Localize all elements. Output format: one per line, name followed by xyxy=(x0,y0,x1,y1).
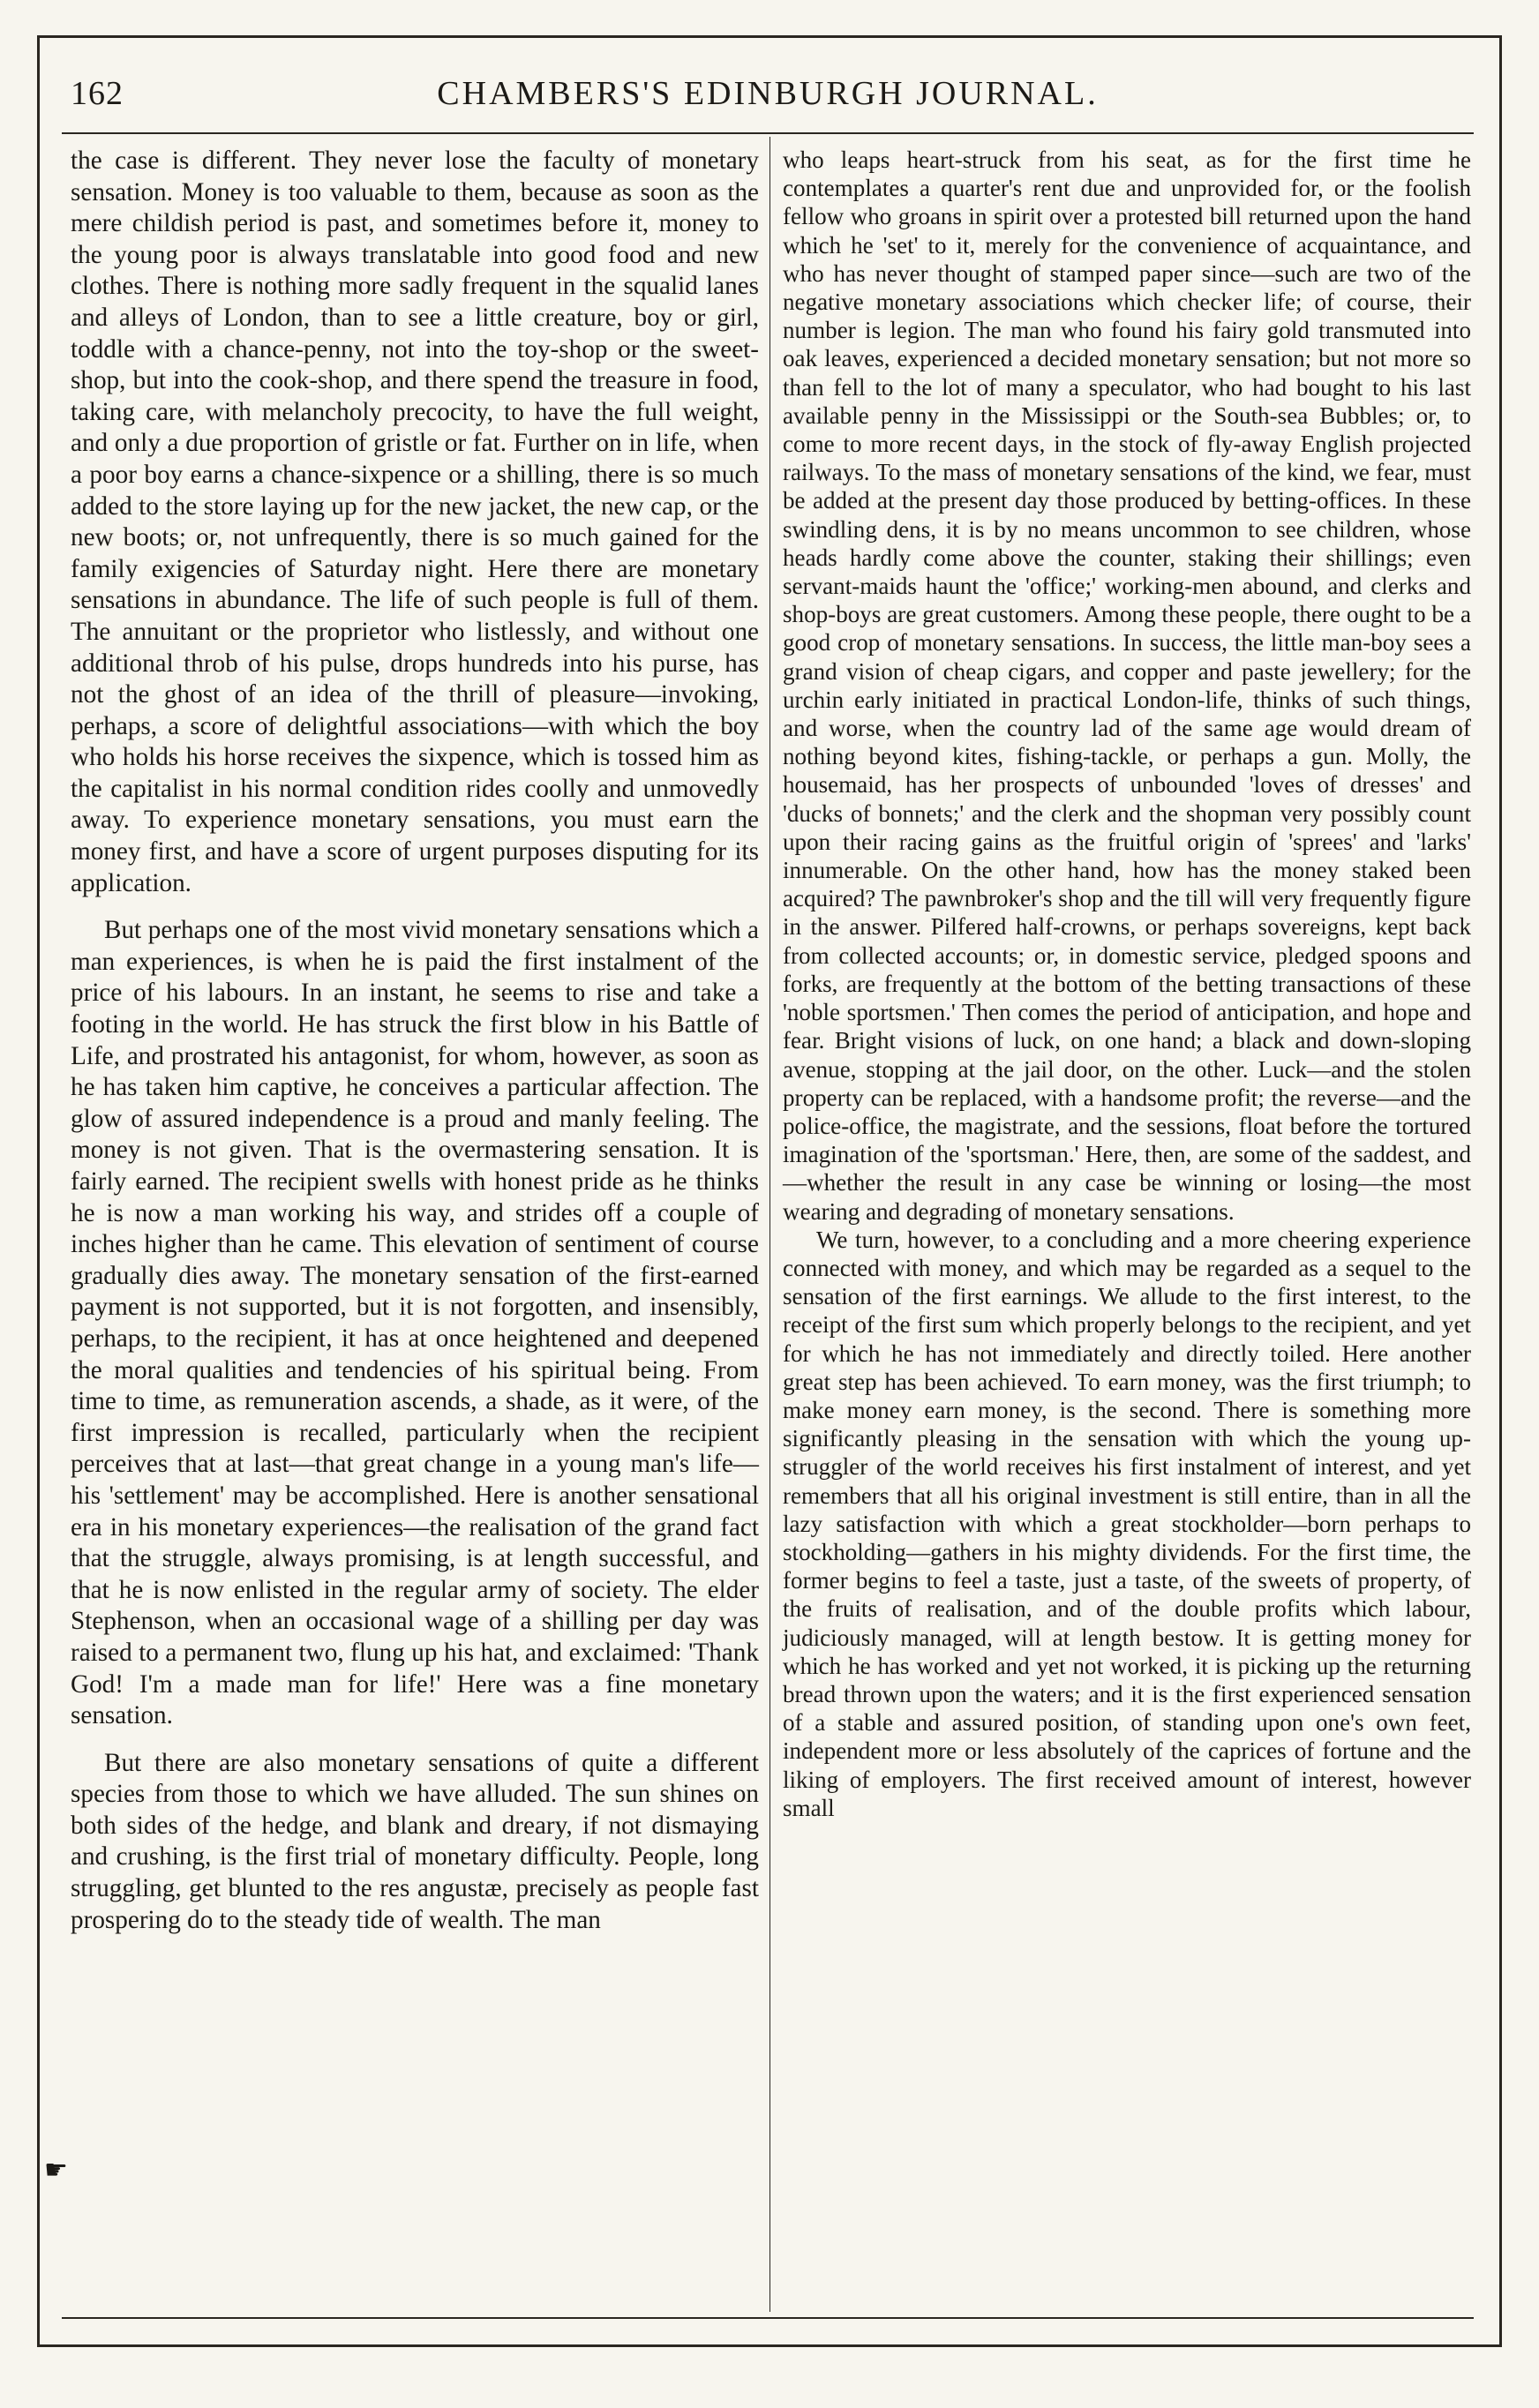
page-header xyxy=(62,62,1474,134)
paragraph: who leaps heart-struck from his seat, as for the first time he contemplates a quarter's rent due and unprovided for, or the foolish fellow who groans in spirit over a protested bill returned upon the hand which he 'set' to it, merely for the convenience of acquaintance, and who has never thought of stamped paper since—such are two of the negative monetary associations which checker life; of course, their number is legion. The man who found his fairy gold transmuted into oak leaves, experienced a decided monetary sensation; but not more so than fell to the lot of many a speculator, who had bought to his last available penny in the Mississippi or the South-sea Bubbles; or, to come to more recent days, in the stock of fly-away English projected railways. To the mass of monetary sensations of the kind, we fear, must be added at the present day those produced by betting-offices. In these swindling dens, it is by no means uncommon to see children, whose heads hardly come above the counter, staking their shillings; even servant-maids haunt the 'office;' working-men abound, and clerks and shop-boys are great customers. Among these people, there ought to be a good crop of monetary sensations. In success, the little man-boy sees a grand vision of cheap cigars, and copper and paste jewellery; for the urchin early initiated in practical London-life, thinks of such things, and worse, when the country lad of the same age would dream of nothing beyond kites, fishing-tackle, or perhaps a gun. Molly, the housemaid, has her prospects of unbounded 'loves of dresses' and 'ducks of bonnets;' and the clerk and the shopman very possibly count upon their racing gains as the fruitful origin of 'sprees' and 'larks' innumerable. On the other hand, how has the money staked been acquired? The pawnbroker's shop and the till will very frequently figure in the answer. Pilfered half-crowns, or perhaps sovereigns, kept back from collected accounts; or, in domestic service, pledged spoons and forks, are frequently at the bottom of the betting transactions of these 'noble sportsmen.' Then comes the period of anticipation, and hope and fear. Bright visions of luck, on one hand; a black and down-sloping avenue, stopping at the jail door, on the other. Luck—and the stolen property can be replaced, with a handsome profit; the reverse—and the police-office, the magistrate, and the sessions, float before the tortured imagination of the 'sportsman.' Here, then, are some of the saddest, and—whether the result in any case be winning or losing—the most wearing and degrading of monetary sensations. xyxy=(783,146,1471,1225)
page-number: 162 xyxy=(71,75,124,112)
journal-title: CHAMBERS'S EDINBURGH JOURNAL. xyxy=(437,75,1099,112)
paragraph: the case is different. They never lose the faculty of monetary sensation. Money is too valuable to them, because as soon as the mere childish period is past, and sometimes before it, money to the young poor is always translatable into good food and new clothes. There is nothing more sadly frequent in the squalid lanes and alleys of London, than to see a little creature, boy or girl, toddle with a chance-penny, not into the toy-shop or the sweet-shop, but into the cook-shop, and there spend the treasure in food, taking care, with melancholy precocity, to have the full weight, and only a due proportion of gristle or fat. Further on in life, when a poor boy earns a chance-sixpence or a shilling, there is so much added to the store laying up for the new jacket, the new cap, or the new boots; or, not unfrequently, there is so much gained for the family exigencies of Saturday night. Here there are monetary sensations in abundance. The life of such people is full of them. The annuitant or the proprietor who listlessly, and without one additional throb of his pulse, drops hundreds into his purse, has not the ghost of an idea of the thrill of pleasure—invoking, perhaps, a score of delightful associations—with which the boy who holds his horse receives the sixpence, which is tossed him as the capitalist in his normal condition rides coolly and unmovedly away. To experience monetary sensations, you must earn the money first, and have a score of urgent purposes disputing for its application. xyxy=(71,146,759,897)
paragraph: We turn, however, to a concluding and a more cheering experience connected with money, and which may be regarded as a sequel to the sensation of the first earnings. We allude to the first interest, to the receipt of the first sum which properly belongs to the recipient, and yet for which he has not immediately and directly toiled. Here another great step has been achieved. To earn money, was the first triumph; to make money earn money, is the second. There is something more significantly pleasing in the sensation with which the young up-struggler of the world receives his first instalment of interest, and yet remembers that all his original investment is still entire, than in all the lazy satisfaction with which a great stockholder—born perhaps to stockholding—gathers in his mighty dividends. For the first time, the former begins to feel a taste, just a taste, of the sweets of property, of the fruits of realisation, and of the double profits which labour, judiciously managed, will at length bestow. It is getting money for which he has worked and yet not worked, it is picking up the returning bread thrown upon the waters; and it is the first experienced sensation of a stable and assured position, of standing upon one's own feet, independent more or less absolutely of the caprices of fortune and the liking of employers. The first received amount of interest, however small xyxy=(783,1226,1471,1821)
right-column xyxy=(783,146,1471,2303)
left-column xyxy=(71,146,759,2303)
paragraph: But there are also monetary sensations of quite a different species from those to which we have alluded. The sun shines on both sides of the hedge, and blank and dreary, if not dismaying and crushing, is the first trial of monetary difficulty. People, long struggling, get blunted to the res angustæ, precisely as people fast prospering do to the steady tide of wealth. The man xyxy=(71,1748,759,1934)
bottom-rule xyxy=(62,2317,1474,2319)
paragraph: But perhaps one of the most vivid monetary sensations which a man experiences, is when he is paid the first instalment of the price of his labours. In an instant, he seems to rise and take a footing in the world. He has struck the first blow in his Battle of Life, and prostrated his antagonist, for whom, however, as soon as he has taken him captive, he conceives a particular affection. The glow of assured independence is a proud and manly feeling. The money is not given. That is the overmastering sensation. It is fairly earned. The recipient swells with honest pride as he thinks he is now a man working his way, and strides off a couple of inches higher than he came. This elevation of sentiment of course gradually dies away. The monetary sensation of the first-earned payment is not supported, but it is not forgotten, and insensibly, perhaps, to the recipient, it has at once heightened and deepened the moral qualities and tendencies of his spiritual being. From time to time, as remuneration ascends, a shade, as it were, of the first impression is recalled, particularly when the recipient perceives that at last—that great change in a young man's life—his 'settlement' may be accomplished. Here is another sensational era in his monetary experiences—the realisation of the grand fact that the struggle, always promising, is at length successful, and that he is now enlisted in the regular army of society. The elder Stephenson, when an occasional wage of a shilling per day was raised to a permanent two, flung up his hat, and exclaimed: 'Thank God! I'm a made man for life!' Here was a fine monetary sensation. xyxy=(71,916,759,1730)
pointing-hand-icon: ☛ xyxy=(44,2155,68,2186)
